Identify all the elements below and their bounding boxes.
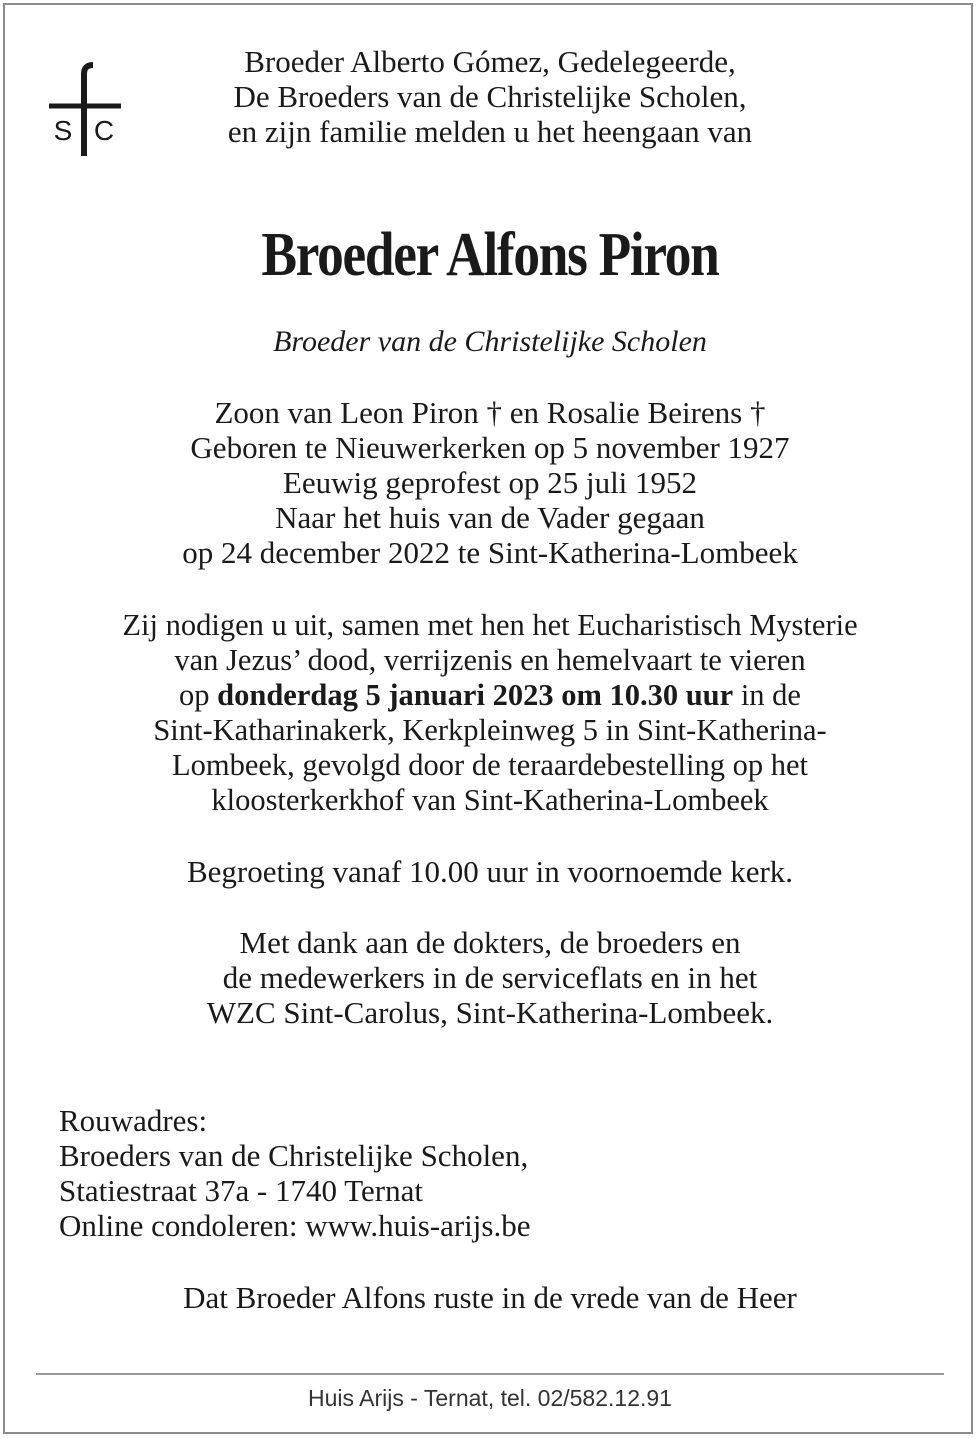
intro-line: en zijn familie melden u het heengaan van bbox=[227, 114, 753, 149]
address-line: Broeders van de Christelijke Scholen, bbox=[59, 1138, 529, 1173]
service-line: Zij nodigen u uit, samen met hen het Eucharistisch Mysterie bbox=[122, 608, 858, 642]
bio-line: Zoon van Leon Piron † en Rosalie Beirens † bbox=[214, 395, 766, 430]
service-line-date bbox=[0, 678, 980, 713]
service-line: Sint-Katharinakerk, Kerkpleinweg 5 in Sint-Katherina- bbox=[153, 713, 827, 747]
thanks-line: Met dank aan de dokters, de broeders en bbox=[239, 925, 741, 960]
intro-line: Broeder Alberto Gómez, Gedelegeerde, bbox=[244, 44, 736, 79]
logo-letter-s: S bbox=[53, 115, 73, 146]
deceased-name: Broeder Alfons Piron bbox=[261, 221, 719, 289]
greeting-info: Begroeting vanaf 10.00 uur in voornoemde kerk. bbox=[186, 854, 794, 889]
address-line: Statiestraat 37a - 1740 Ternat bbox=[59, 1173, 423, 1208]
cross-sc-icon bbox=[47, 62, 123, 158]
service-line: Lombeek, gevolgd door de teraardebestelling op het bbox=[171, 748, 809, 782]
intro-line: De Broeders van de Christelijke Scholen, bbox=[233, 79, 747, 114]
footer-divider bbox=[36, 1373, 944, 1375]
thanks-note bbox=[0, 925, 980, 1030]
bio-line: Naar het huis van de Vader gegaan bbox=[275, 500, 705, 535]
service-date-suffix: in de bbox=[733, 678, 801, 712]
intro-announcement bbox=[150, 44, 830, 149]
mourning-address bbox=[59, 1103, 939, 1243]
bio-line: op 24 december 2022 te Sint-Katherina-Lombeek bbox=[182, 535, 798, 570]
service-date-time: donderdag 5 januari 2023 om 10.30 uur bbox=[217, 678, 734, 712]
address-label: Rouwadres: bbox=[59, 1103, 208, 1138]
bio-line: Eeuwig geprofest op 25 juli 1952 bbox=[282, 465, 698, 500]
thanks-line: de medewerkers in de serviceflats en in het bbox=[222, 960, 758, 995]
biography bbox=[0, 395, 980, 570]
service-date-prefix: op bbox=[179, 678, 218, 712]
funeral-home-footer: Huis Arijs - Ternat, tel. 02/582.12.91 bbox=[308, 1385, 672, 1411]
logo-letter-c: C bbox=[93, 115, 115, 146]
deceased-subtitle: Broeder van de Christelijke Scholen bbox=[273, 325, 707, 358]
service-line: kloosterkerkhof van Sint-Katherina-Lombeek bbox=[211, 783, 769, 817]
online-condolence-line: Online condoleren: www.huis-arijs.be bbox=[59, 1208, 531, 1243]
bio-line: Geboren te Nieuwerkerken op 5 november 1927 bbox=[190, 430, 790, 465]
closing-wish: Dat Broeder Alfons ruste in de vrede van de Heer bbox=[183, 1280, 797, 1315]
thanks-line: WZC Sint-Carolus, Sint-Katherina-Lombeek. bbox=[206, 995, 774, 1030]
service-line: van Jezus’ dood, verrijzenis en hemelvaart te vieren bbox=[174, 643, 806, 677]
service-invitation bbox=[0, 608, 980, 818]
